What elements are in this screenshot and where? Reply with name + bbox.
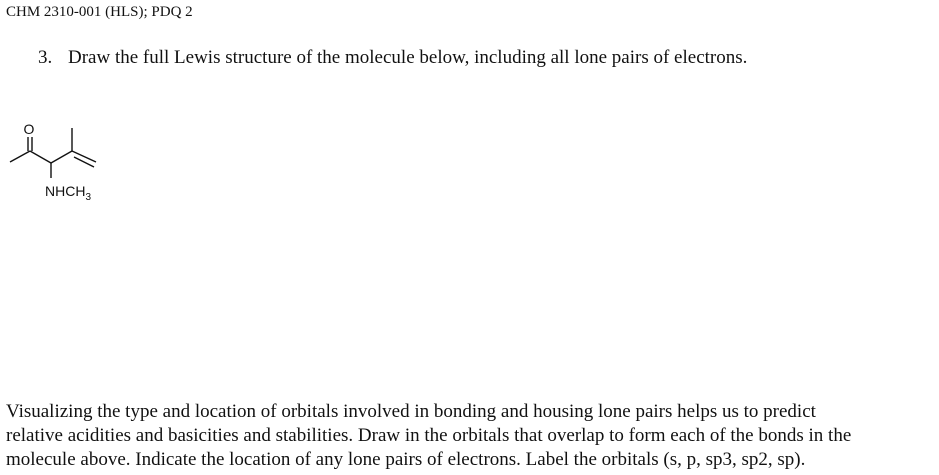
skeletal-structure (0, 112, 130, 212)
methylamino-group-label: $NHCH_3$ (45, 183, 92, 203)
alkene-bond-2 (74, 157, 94, 167)
alkene-bond-1 (72, 151, 96, 162)
question-prompt: Draw the full Lewis structure of the molecule below, including all lone pairs of electrons. (68, 47, 748, 68)
oxygen-atom-label: O (23, 121, 35, 137)
alpha-vinyl-bond (51, 151, 72, 163)
instruction-line-2: relative acidities and basicities and stabilities. Draw in the orbitals that overlap to form each of the bonds in the (6, 425, 852, 446)
page-header: CHM 2310-001 (HLS); PDQ 2 (6, 4, 193, 20)
instruction-line-1: Visualizing the type and location of orbitals involved in bonding and housing lone pairs helps us to predict (6, 401, 816, 422)
carbonyl-alpha-bond (30, 151, 51, 163)
instruction-line-3: molecule above. Indicate the location of any lone pairs of electrons. Label the orbitals (s, p, sp3, sp2, sp). (6, 449, 806, 470)
question-3 (38, 47, 747, 69)
methyl-bond (10, 151, 30, 162)
orbital-instructions (6, 400, 938, 472)
question-number: 3. (38, 47, 53, 68)
